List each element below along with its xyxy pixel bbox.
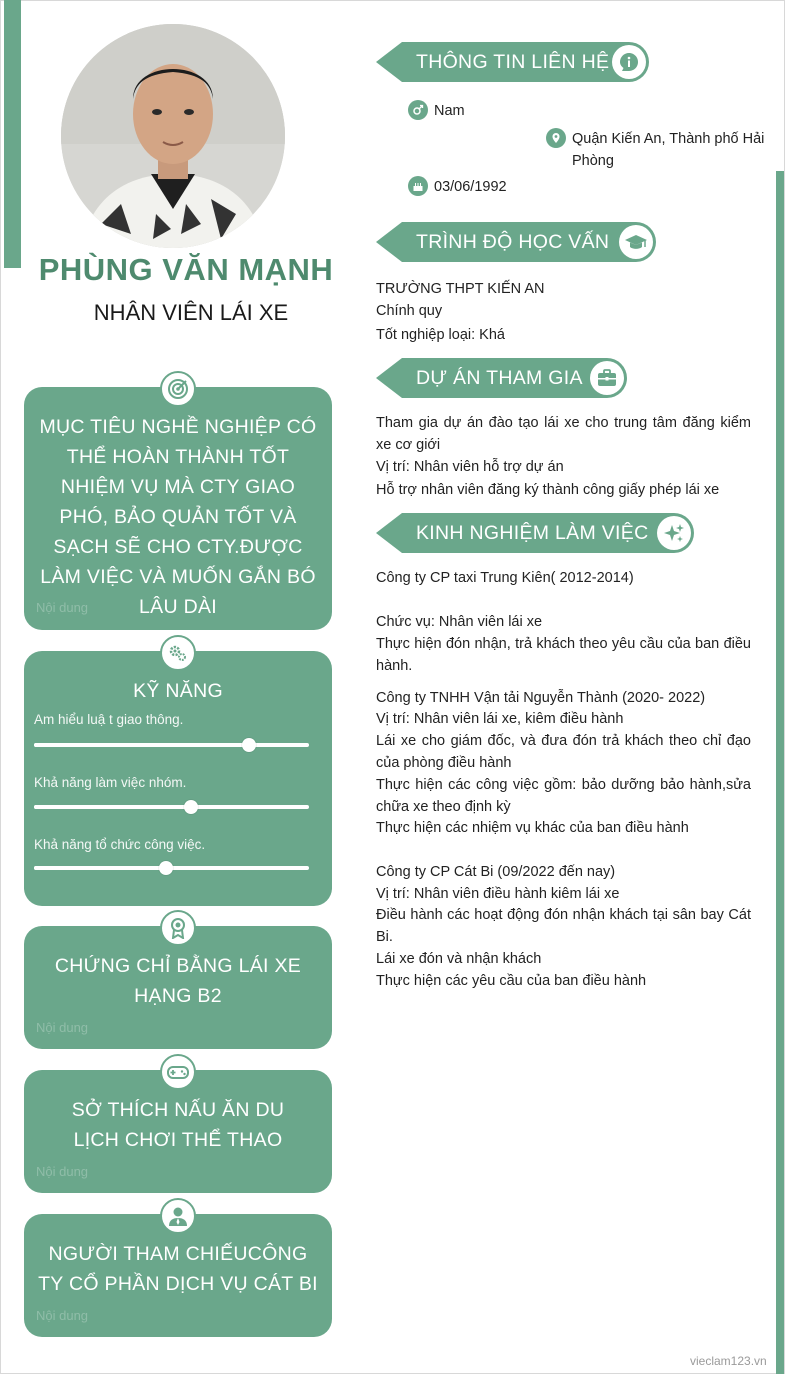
objective-hint: Nội dung [36, 600, 89, 615]
experience-task: Thực hiện các công việc gồm: bảo dưỡng bảo hành,sửa chữa xe theo định kỳ [376, 777, 751, 815]
skill-bar [34, 866, 309, 870]
certificates-hint: Nội dung [36, 1020, 89, 1035]
contact-birthday-value: 03/06/1992 [434, 179, 507, 195]
hobbies-text: SỞ THÍCH NẤU ĂN DU LỊCH CHƠI THỂ THAO [71, 1099, 285, 1151]
user-tie-icon [160, 1198, 196, 1234]
education-line: TRƯỜNG THPT KIẾN AN [376, 281, 545, 297]
left-accent-bar [4, 0, 21, 268]
objective-text: MỤC TIÊU NGHỀ NGHIỆP CÓ THỂ HOÀN THÀNH TỐT NHIỆM VỤ MÀ CTY GIAO PHÓ, BẢO QUẢN TỐT VÀ SẠCH SẼ CHO CTY.ĐƯỢC LÀM VIỆC VÀ MUỐN GẮN BÓ LÂU DÀI [39, 416, 317, 618]
gears-icon [160, 635, 196, 671]
avatar [61, 24, 285, 248]
gender-icon [408, 100, 428, 120]
skill-bar-knob[interactable] [159, 861, 173, 875]
experience-role: Vị trí: Nhân viên điều hành kiêm lái xe [376, 886, 620, 902]
experience-task: Thực hiện các yêu cầu của ban điều hành [376, 973, 647, 989]
skill-bar-knob[interactable] [242, 738, 256, 752]
contact-gender-value: Nam [434, 103, 465, 119]
skills-title: KỸ NĂNG [133, 680, 223, 702]
job-title: NHÂN VIÊN LÁI XE [93, 300, 289, 325]
education-line: Tốt nghiệp loại: Khá [376, 327, 505, 343]
experience-task: Lái xe cho giám đốc, và đưa đón trả khách theo chỉ đạo của phòng điều hành [376, 733, 751, 771]
education-line: Chính quy [376, 303, 443, 319]
certificates-text: CHỨNG CHỈ BẰNG LÁI XE HẠNG B2 [54, 955, 302, 1007]
experience-company: Công ty CP Cát Bi (09/2022 đến nay) [376, 864, 616, 880]
project-line: Tham gia dự án đào tạo lái xe cho trung tâm đăng kiểm xe cơ giới [376, 415, 751, 453]
experience-task: Lái xe đón và nhận khách [376, 951, 542, 967]
objective-card [24, 387, 332, 630]
projects-section-header [376, 358, 627, 398]
info-icon [612, 45, 646, 79]
experience-role: Chức vụ: Nhân viên lái xe [376, 614, 543, 630]
experience-company: Công ty TNHH Vận tải Nguyễn Thành (2020- 2022) [376, 690, 706, 706]
contact-address-value: Quận Kiến An, Thành phố Hải Phòng [572, 131, 765, 169]
experience-section-header [376, 513, 694, 553]
experience-task: Điều hành các hoạt động đón nhận khách tại sân bay Cát Bi. [376, 907, 751, 945]
references-text: NGƯỜI THAM CHIẾUCÔNG TY CỔ PHẦN DỊCH VỤ CÁT BI [38, 1243, 318, 1295]
candidate-name: PHÙNG VĂN MẠNH [38, 252, 334, 287]
skill-label: Am hiểu luậ t giao thông. [34, 712, 184, 727]
right-accent-bar [776, 171, 784, 1374]
references-hint: Nội dung [36, 1308, 89, 1323]
skills-card [24, 651, 332, 906]
skill-bar-knob[interactable] [184, 800, 198, 814]
references-card [24, 1214, 332, 1337]
skill-label: Khả năng tổ chức công việc. [34, 837, 206, 852]
project-line: Hỗ trợ nhân viên đăng ký thành công giấy phép lái xe [376, 482, 720, 498]
certificates-card [24, 926, 332, 1049]
skill-bar-fill [34, 866, 166, 870]
experience-section-title: KINH NGHIỆM LÀM VIỆC [402, 513, 694, 553]
skill-label: Khả năng làm việc nhóm. [34, 775, 187, 790]
hobbies-card [24, 1070, 332, 1193]
education-section-title: TRÌNH ĐỘ HỌC VẤN [402, 222, 656, 262]
target-icon [160, 371, 196, 407]
project-line: Vị trí: Nhân viên hỗ trợ dự án [376, 459, 564, 475]
projects-section-title: DỰ ÁN THAM GIA [402, 358, 627, 398]
education-section-header [376, 222, 656, 262]
graduation-cap-icon [619, 225, 653, 259]
gamepad-icon [160, 1054, 196, 1090]
briefcase-icon [590, 361, 624, 395]
skill-bar-fill [34, 805, 191, 809]
location-icon [546, 128, 566, 148]
watermark: vieclam123.vn [690, 1354, 767, 1368]
experience-role: Vị trí: Nhân viên lái xe, kiêm điều hành [376, 711, 624, 727]
experience-task: Thực hiện đón nhận, trả khách theo yêu cầu của ban điều hành. [376, 636, 751, 674]
hobbies-hint: Nội dung [36, 1164, 89, 1179]
experience-company: Công ty CP taxi Trung Kiên( 2012-2014) [376, 570, 634, 586]
contact-section-header [376, 42, 649, 82]
contact-section-title: THÔNG TIN LIÊN HỆ [402, 42, 649, 82]
skill-bar [34, 743, 309, 747]
award-icon [160, 910, 196, 946]
cake-icon [408, 176, 428, 196]
experience-task: Thực hiện các nhiệm vụ khác của ban điều hành [376, 820, 689, 836]
sparkles-icon [657, 516, 691, 550]
skill-bar-fill [34, 743, 249, 747]
skill-bar [34, 805, 309, 809]
